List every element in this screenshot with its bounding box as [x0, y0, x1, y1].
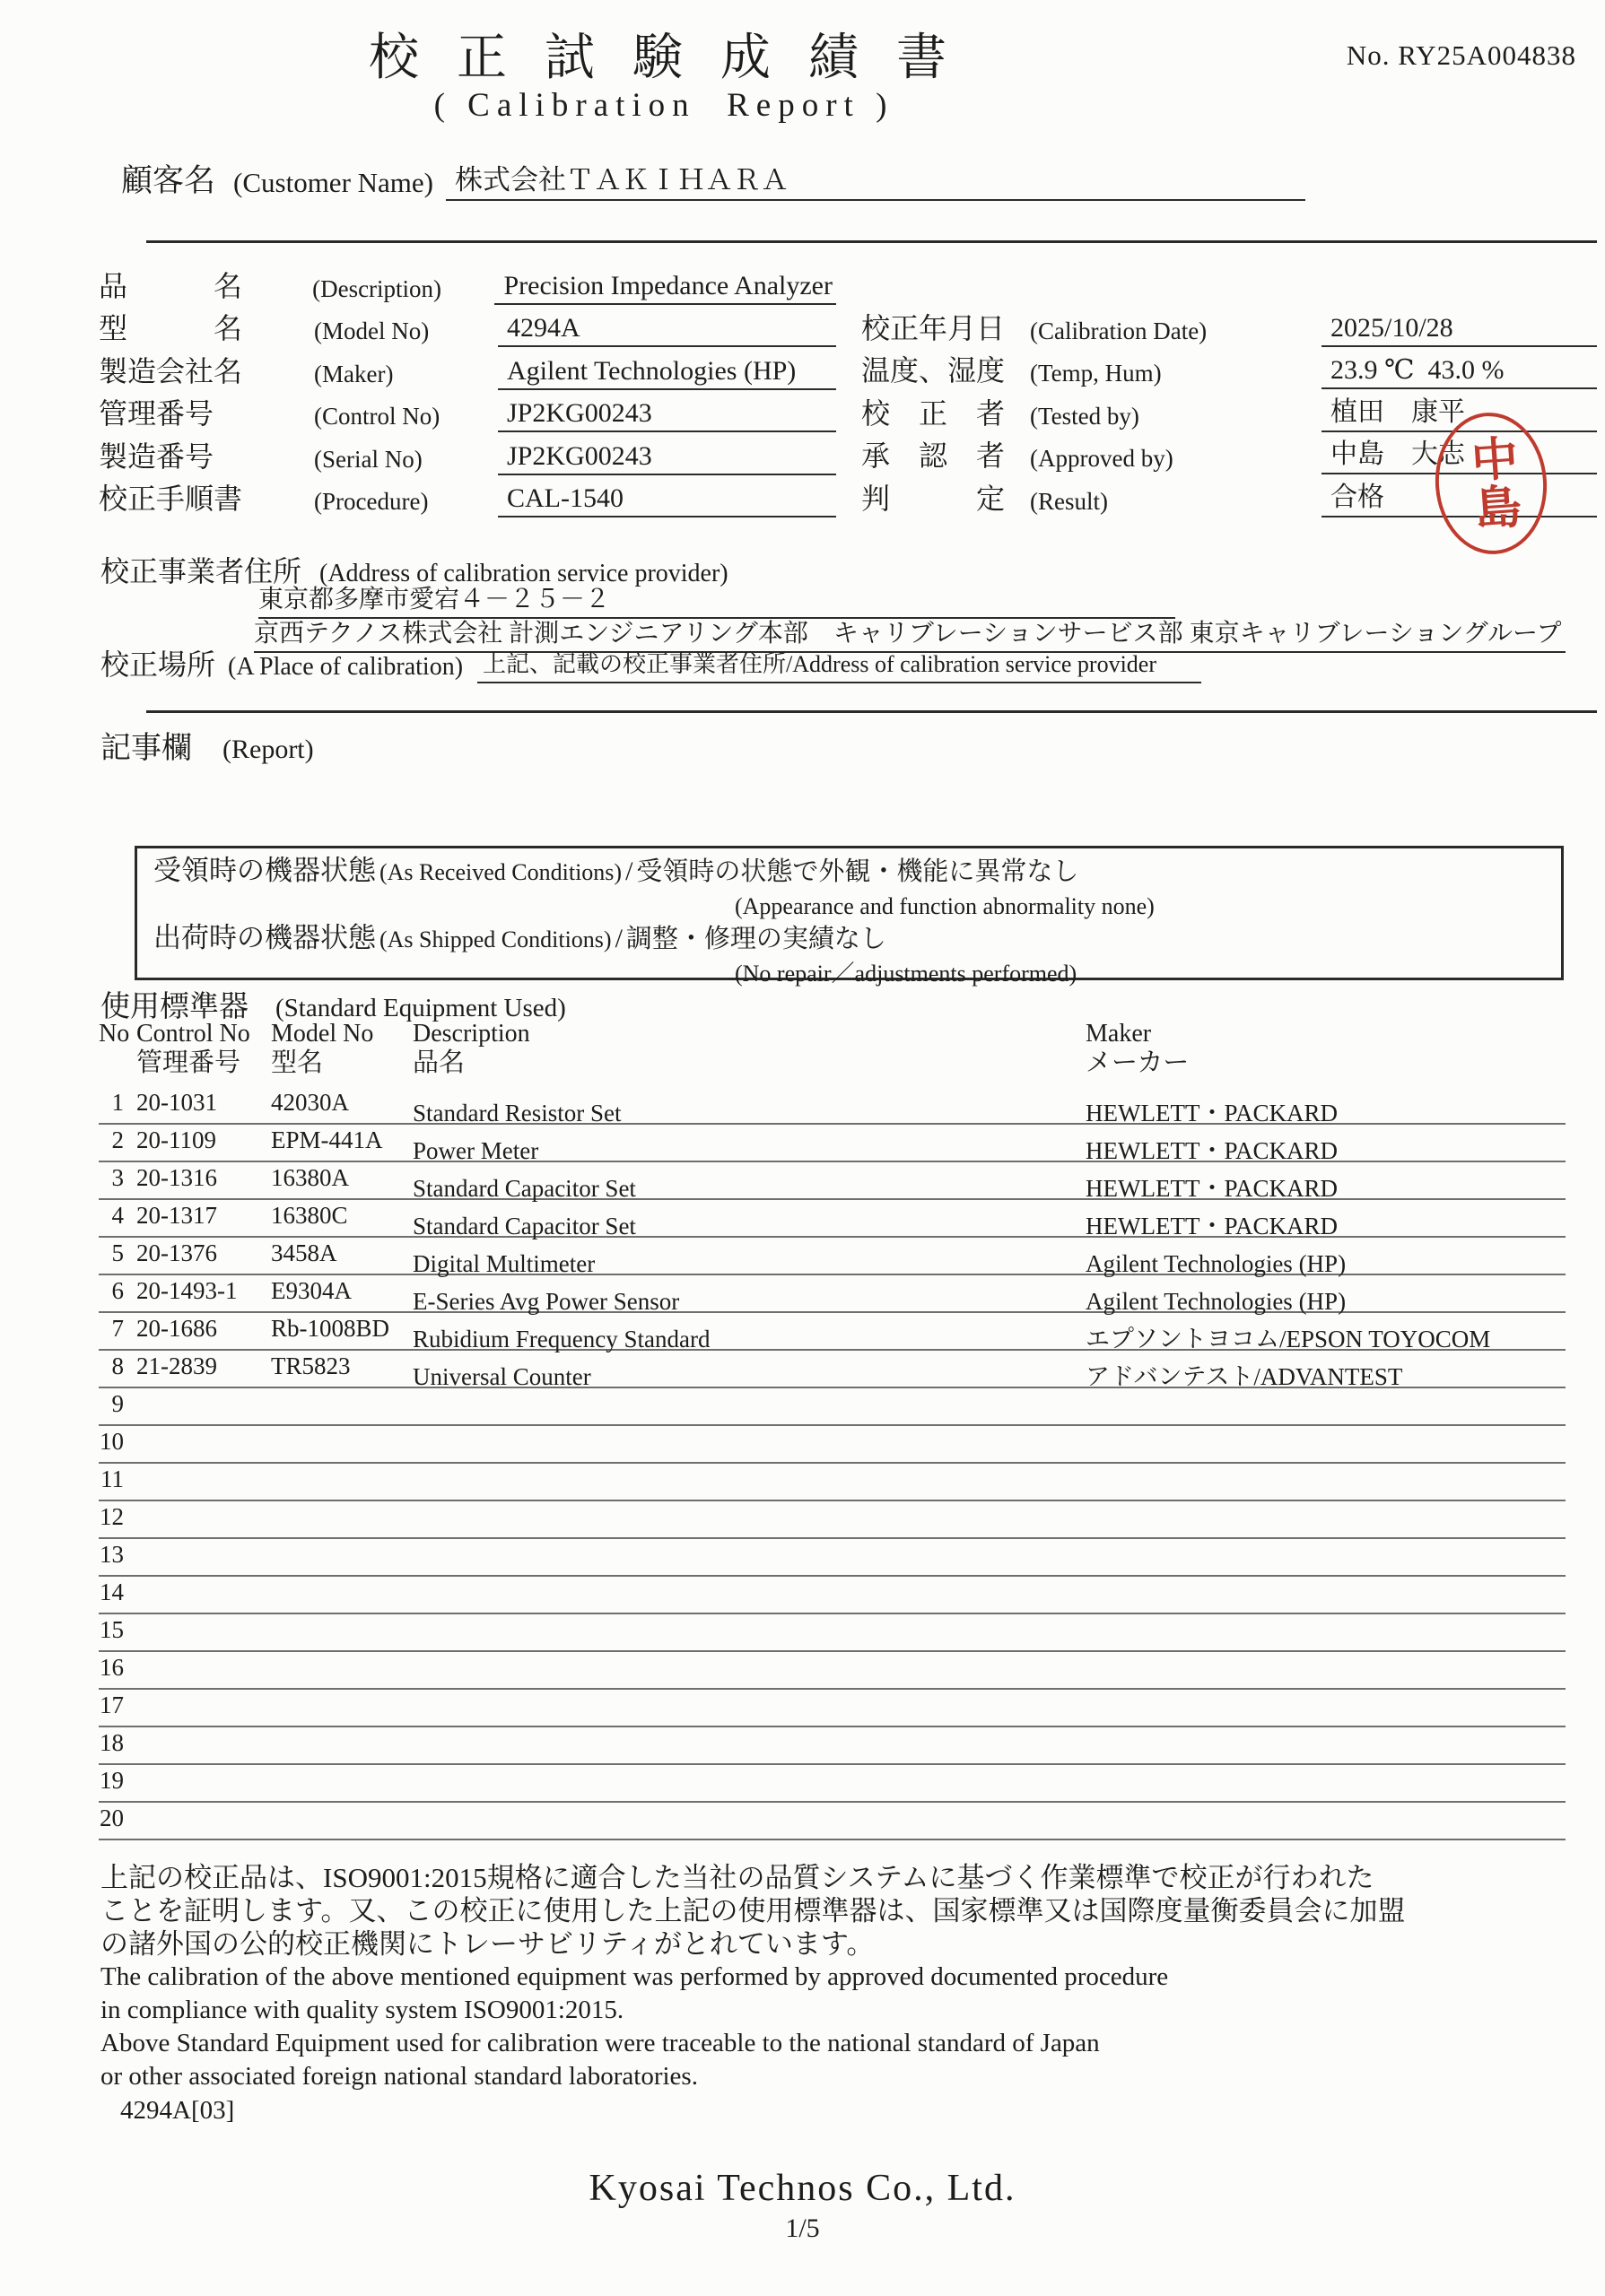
field-label-jp: 校正年月日 — [861, 311, 1006, 344]
field-label-en: (Result) — [1030, 487, 1108, 515]
equipment-cell-maker: HEWLETT・PACKARD — [1086, 1175, 1338, 1202]
company-name: Kyosai Technos Co., Ltd. — [589, 2168, 1016, 2209]
equipment-cell-control — [136, 1539, 271, 1575]
equipment-cell-no: 5 — [111, 1239, 124, 1266]
as-shipped-label-jp: 出荷時の機器状態 — [153, 922, 376, 953]
statement-en-line: or other associated foreign national standard laboratories. — [100, 2062, 698, 2091]
slash-separator: / — [615, 924, 623, 953]
equipment-header-jp — [99, 1048, 1566, 1078]
equipment-cell-control — [136, 1426, 271, 1462]
equipment-cell-model — [271, 1652, 413, 1688]
left-field-list — [99, 262, 836, 517]
equipment-row — [99, 1087, 1566, 1125]
field-value: 23.9 ℃ 43.0 % — [1322, 354, 1597, 389]
equipment-cell-desc — [413, 1587, 1086, 1623]
equipment-cell-control: 20-1109 — [136, 1126, 216, 1153]
equipment-cell-maker: Agilent Technologies (HP) — [1086, 1288, 1347, 1315]
equipment-cell-maker: Agilent Technologies (HP) — [1086, 1250, 1347, 1277]
col-header-no: No — [99, 1020, 130, 1048]
as-shipped-value-jp: 調整・修理の実績なし — [625, 925, 886, 953]
field-label-en: (Procedure) — [314, 488, 429, 515]
equipment-cell-no: 7 — [111, 1315, 124, 1342]
col-header-control-en: Control No — [136, 1020, 250, 1048]
as-shipped-line — [153, 921, 1561, 960]
field-row — [861, 304, 1597, 347]
equipment-cell-no: 4 — [111, 1202, 124, 1229]
equipment-cell-maker — [1086, 1587, 1566, 1623]
customer-name-value: 株式会社ＴＡＫＩＨＡＲＡ — [446, 157, 1305, 201]
equipment-cell-no: 2 — [111, 1126, 124, 1153]
as-received-label-jp: 受領時の機器状態 — [153, 855, 376, 886]
equipment-cell-model — [271, 1803, 413, 1839]
equipment-cell-no: 6 — [111, 1277, 124, 1304]
field-label-jp: 製造会社名 — [99, 354, 243, 387]
equipment-cell-desc — [413, 1813, 1086, 1849]
equipment-cell-maker — [1086, 1700, 1566, 1736]
as-received-value-jp: 受領時の状態で外観・機能に異常なし — [636, 857, 1079, 886]
seal-text: 中島 — [1461, 433, 1521, 534]
equipment-cell-model: 3458A — [271, 1239, 337, 1266]
equipment-cell-model — [271, 1577, 413, 1613]
equipment-title-en: (Standard Equipment Used) — [275, 994, 566, 1022]
equipment-cell-desc — [413, 1663, 1086, 1699]
equipment-cell-no: 20 — [100, 1805, 124, 1831]
as-shipped-label-en: (As Shipped Conditions) — [379, 926, 612, 952]
equipment-cell-maker — [1086, 1663, 1566, 1699]
conditions-box — [135, 846, 1564, 987]
statement-jp-line: 上記の校正品は、ISO9001:2015規格に適合した当社の品質システムに基づく作業標準で校正が行われた — [100, 1862, 1374, 1893]
equipment-cell-maker — [1086, 1550, 1566, 1586]
equipment-cell-desc — [413, 1776, 1086, 1812]
equipment-cell-no: 15 — [100, 1616, 124, 1643]
field-label-jp: 判 定 — [861, 482, 1006, 515]
equipment-cell-control — [136, 1501, 271, 1537]
equipment-cell-maker — [1086, 1437, 1566, 1473]
field-value: CAL-1540 — [498, 483, 836, 517]
col-header-model-en: Model No — [271, 1020, 374, 1048]
place-label-en: (A Place of calibration) — [228, 653, 464, 681]
equipment-cell-control — [136, 1388, 271, 1424]
report-note-label — [100, 723, 314, 767]
equipment-cell-desc: Rubidium Frequency Standard — [413, 1326, 711, 1352]
equipment-cell-desc: Standard Capacitor Set — [413, 1213, 636, 1239]
field-label-jp: 製造番号 — [99, 439, 214, 473]
field-label-jp: 温度、湿度 — [861, 354, 1006, 387]
field-label-en: (Serial No) — [314, 445, 423, 473]
equipment-cell-desc — [413, 1700, 1086, 1736]
equipment-cell-desc — [413, 1738, 1086, 1774]
traceability-statement — [100, 1861, 1576, 2127]
place-value: 上記、記載の校正事業者住所/Address of calibration service provider — [477, 646, 1201, 683]
field-row — [99, 475, 836, 518]
field-row — [99, 305, 836, 348]
document-code: 4294A[03] — [120, 2096, 235, 2125]
equipment-cell-control: 20-1686 — [136, 1315, 217, 1342]
equipment-cell-maker — [1086, 1813, 1566, 1849]
field-value: 2025/10/28 — [1322, 313, 1597, 347]
equipment-cell-control — [136, 1577, 271, 1613]
equipment-cell-control — [136, 1727, 271, 1763]
as-received-line — [153, 854, 1561, 892]
equipment-cell-model: Rb-1008BD — [271, 1315, 390, 1342]
field-label-jp: 型 名 — [99, 312, 243, 344]
col-header-blank — [99, 1048, 136, 1078]
equipment-cell-no: 3 — [111, 1164, 124, 1191]
equipment-cell-desc — [413, 1399, 1086, 1435]
as-shipped-value-en: (No repair／adjustments performed) — [735, 961, 1077, 987]
document-subtitle: ( Calibration Report ) — [433, 87, 894, 124]
field-label-en: (Tested by) — [1030, 402, 1139, 430]
field-value: Agilent Technologies (HP) — [498, 356, 836, 390]
equipment-cell-no: 13 — [100, 1541, 124, 1568]
provider-address-line1: 東京都多摩市愛宕４－２５－２ — [258, 579, 1175, 619]
equipment-cell-control — [136, 1464, 271, 1500]
field-value: Precision Impedance Analyzer — [494, 271, 836, 305]
field-label-en: (Temp, Hum) — [1030, 360, 1162, 387]
field-value: 4294A — [498, 313, 836, 347]
equipment-cell-desc: Standard Capacitor Set — [413, 1175, 636, 1202]
statement-en-line: The calibration of the above mentioned equipment was performed by approved documented procedure — [100, 1962, 1169, 1991]
equipment-cell-maker — [1086, 1474, 1566, 1510]
equipment-cell-control: 20-1493-1 — [136, 1277, 238, 1304]
equipment-cell-model — [271, 1614, 413, 1650]
equipment-cell-maker: アドバンテスト/ADVANTEST — [1086, 1363, 1403, 1390]
equipment-cell-desc — [413, 1512, 1086, 1548]
report-number: No. RY25A004838 — [1346, 39, 1576, 71]
equipment-cell-control: 20-1376 — [136, 1239, 217, 1266]
equipment-cell-desc — [413, 1474, 1086, 1510]
provider-label-en: (Address of calibration service provider) — [319, 560, 728, 587]
equipment-cell-desc — [413, 1437, 1086, 1473]
equipment-cell-control — [136, 1765, 271, 1801]
field-label-jp: 品 名 — [99, 269, 243, 302]
col-header-maker-jp: メーカー — [1086, 1048, 1190, 1077]
report-note-label-en: (Report) — [222, 735, 314, 764]
field-label-en: (Control No) — [314, 403, 441, 430]
equipment-cell-model — [271, 1464, 413, 1500]
col-header-desc-en: Description — [413, 1020, 530, 1048]
equipment-cell-control: 20-1317 — [136, 1202, 217, 1229]
field-label-jp: 管理番号 — [99, 397, 214, 430]
col-header-model-jp: 型名 — [271, 1048, 324, 1077]
field-row — [861, 347, 1597, 390]
equipment-cell-maker — [1086, 1512, 1566, 1548]
equipment-cell-model: EPM-441A — [271, 1126, 383, 1153]
equipment-cell-control — [136, 1652, 271, 1688]
equipment-cell-model — [271, 1426, 413, 1462]
equipment-cell-desc: Universal Counter — [413, 1363, 591, 1390]
field-value: 植田 康平 — [1322, 389, 1597, 432]
equipment-cell-control — [136, 1614, 271, 1650]
equipment-table-body — [99, 1087, 1566, 1840]
equipment-cell-model — [271, 1539, 413, 1575]
field-label-en: (Approved by) — [1030, 445, 1173, 472]
equipment-cell-no: 11 — [100, 1465, 124, 1492]
equipment-cell-maker — [1086, 1776, 1566, 1812]
equipment-title-jp: 使用標準器 — [100, 991, 249, 1023]
equipment-cell-desc: Digital Multimeter — [413, 1250, 596, 1277]
equipment-cell-maker: HEWLETT・PACKARD — [1086, 1213, 1338, 1239]
equipment-cell-no: 8 — [111, 1352, 124, 1379]
horizontal-rule-top — [146, 240, 1597, 243]
field-value: JP2KG00243 — [498, 441, 836, 475]
equipment-cell-control: 20-1031 — [136, 1089, 217, 1116]
equipment-cell-no: 14 — [100, 1578, 124, 1605]
equipment-cell-desc: E-Series Avg Power Sensor — [413, 1288, 680, 1315]
field-label-en: (Model No) — [314, 317, 430, 344]
as-received-label-en: (As Received Conditions) — [379, 859, 623, 885]
field-row — [99, 432, 836, 475]
equipment-cell-model — [271, 1501, 413, 1537]
equipment-cell-maker — [1086, 1399, 1566, 1435]
field-label-en: (Calibration Date) — [1030, 317, 1208, 344]
field-row — [99, 262, 836, 305]
equipment-cell-maker: HEWLETT・PACKARD — [1086, 1100, 1338, 1126]
equipment-cell-no: 16 — [100, 1654, 124, 1681]
provider-address-line2: 京西テクノス株式会社 計測エンジニアリング本部 キャリブレーションサービス部 東京キャリブレーショングループ — [254, 613, 1566, 653]
equipment-cell-control: 20-1316 — [136, 1164, 217, 1191]
equipment-cell-maker — [1086, 1738, 1566, 1774]
statement-en-line: Above Standard Equipment used for calibration were traceable to the national standard of Japan — [100, 2029, 1100, 2057]
field-label-jp: 承 認 者 — [861, 439, 1006, 472]
equipment-cell-desc: Standard Resistor Set — [413, 1100, 622, 1126]
field-row — [99, 347, 836, 390]
as-received-value-en: (Appearance and function abnormality none) — [735, 893, 1155, 919]
statement-jp-line: の諸外国の公的校正機関にトレーサビリティがとれています。 — [100, 1928, 875, 1960]
equipment-cell-model: 16380A — [271, 1164, 349, 1191]
equipment-cell-control: 21-2839 — [136, 1352, 217, 1379]
equipment-cell-no: 12 — [100, 1503, 124, 1530]
page-number: 1/5 — [785, 2213, 820, 2243]
equipment-cell-desc: Power Meter — [413, 1137, 539, 1164]
slash-separator: / — [625, 857, 633, 886]
place-label-jp: 校正場所 — [100, 648, 216, 681]
field-value: JP2KG00243 — [498, 398, 836, 432]
calibration-place-row — [100, 642, 1201, 683]
customer-label-jp: 顧客名 — [121, 163, 216, 198]
customer-label-en: (Customer Name) — [233, 167, 433, 198]
field-value: 合格 — [1322, 474, 1597, 517]
field-row — [99, 390, 836, 433]
equipment-cell-no: 1 — [111, 1089, 124, 1116]
equipment-cell-maker: HEWLETT・PACKARD — [1086, 1137, 1338, 1164]
report-note-label-jp: 記事欄 — [100, 732, 192, 765]
equipment-cell-desc — [413, 1550, 1086, 1586]
col-header-control-jp: 管理番号 — [136, 1048, 241, 1077]
equipment-header-en — [99, 1019, 1566, 1049]
equipment-cell-desc — [413, 1625, 1086, 1661]
field-label-jp: 校 正 者 — [861, 396, 1006, 430]
field-label-jp: 校正手順書 — [99, 483, 243, 515]
equipment-cell-control — [136, 1690, 271, 1726]
equipment-cell-maker: エプソントヨコム/EPSON TOYOCOM — [1086, 1326, 1491, 1352]
equipment-cell-no: 19 — [100, 1767, 124, 1794]
equipment-cell-no: 18 — [100, 1729, 124, 1756]
provider-label-jp: 校正事業者住所 — [100, 555, 302, 587]
equipment-cell-model — [271, 1727, 413, 1763]
equipment-cell-model: TR5823 — [271, 1352, 351, 1379]
field-label-en: (Maker) — [314, 360, 394, 387]
equipment-cell-model — [271, 1388, 413, 1424]
statement-en-line: in compliance with quality system ISO9001:2015. — [100, 1996, 624, 2024]
statement-jp-line: ことを証明します。又、この校正に使用した上記の使用標準器は、国家標準又は国際度量衡委員会に加盟 — [100, 1895, 1406, 1926]
equipment-cell-no: 10 — [100, 1428, 124, 1455]
equipment-cell-model: 16380C — [271, 1202, 348, 1229]
equipment-cell-model — [271, 1765, 413, 1801]
customer-row — [121, 151, 1305, 201]
equipment-cell-model: 42030A — [271, 1089, 349, 1116]
equipment-cell-model — [271, 1690, 413, 1726]
equipment-cell-model: E9304A — [271, 1277, 352, 1304]
equipment-cell-no: 17 — [100, 1692, 124, 1718]
field-value: 中島 大志 — [1322, 431, 1597, 474]
horizontal-rule-middle — [146, 710, 1597, 713]
field-label-en: (Description) — [312, 274, 442, 302]
col-header-desc-jp: 品名 — [413, 1048, 466, 1077]
equipment-cell-no: 9 — [111, 1390, 124, 1417]
document-title: 校 正 試 験 成 績 書 — [369, 30, 959, 86]
col-header-maker-en: Maker — [1086, 1020, 1152, 1048]
equipment-cell-maker — [1086, 1625, 1566, 1661]
equipment-cell-control — [136, 1803, 271, 1839]
